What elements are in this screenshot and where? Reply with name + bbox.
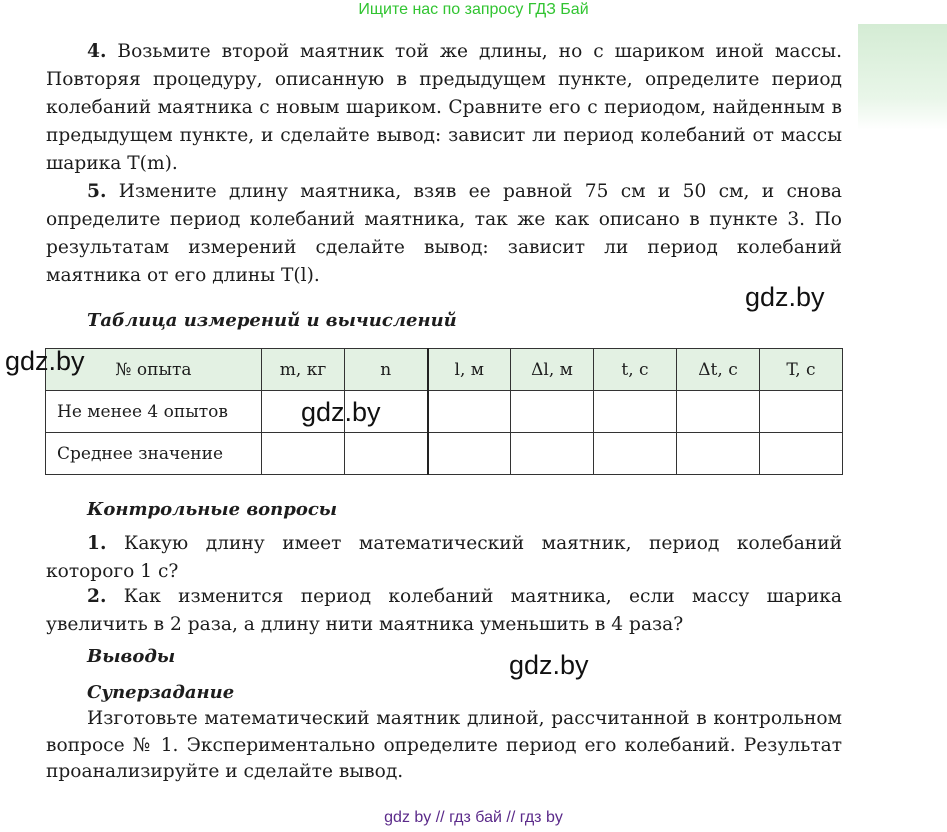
- super-task-text: Изготовьте математический маятник длиной, рассчитанной в контрольном вопросе № 1. Экспериментально определите период его колебаний. Результат проанализируйте и сделайте вывод.: [46, 708, 842, 782]
- table-cell: [262, 433, 345, 475]
- item-4-paragraph: [46, 38, 842, 178]
- item-5-paragraph: [46, 178, 842, 290]
- table-row: [46, 433, 843, 475]
- question-2-number: 2.: [87, 586, 107, 607]
- row-label: Среднее значение: [46, 433, 262, 475]
- table-cell: [760, 391, 843, 433]
- item-4-number: 4.: [87, 41, 107, 62]
- table-cell: [677, 391, 760, 433]
- table-cell: [677, 433, 760, 475]
- header-oscillation-count: n: [345, 349, 428, 391]
- table-cell: [594, 433, 677, 475]
- question-1-number: 1.: [87, 533, 107, 554]
- header-period: T, с: [760, 349, 843, 391]
- item-4-text: Возьмите второй маятник той же длины, но с шариком иной массы. Повторяя процедуру, описанную в предыдущем пункте, определите период колебаний маятника с новым шариком. Сравните его с периодом, найденным в предыдущем пункте, и сделайте вывод: зависит ли период колебаний от массы шарика T(m).: [46, 41, 842, 174]
- table-title: Таблица измерений и вычислений: [87, 310, 457, 331]
- table-cell: [511, 391, 594, 433]
- table-header-row: [46, 349, 843, 391]
- watermark-2: gdz.by: [5, 346, 85, 376]
- question-2-paragraph: [46, 583, 842, 639]
- green-side-tab: [858, 24, 947, 130]
- footer-links[interactable]: gdz by // гдз бай // гдз by: [384, 809, 563, 826]
- question-1-text: Какую длину имеет математический маятник, период колебаний которого 1 с?: [46, 533, 842, 582]
- header-mass: m, кг: [262, 349, 345, 391]
- header-time-error: Δt, с: [677, 349, 760, 391]
- measurement-table: [45, 348, 843, 475]
- watermark-3: gdz.by: [301, 397, 381, 427]
- table-cell: [594, 391, 677, 433]
- super-task-title: Суперзадание: [87, 682, 235, 703]
- table-cell: [345, 433, 428, 475]
- table-cell: [428, 391, 511, 433]
- row-label: Не менее 4 опытов: [46, 391, 262, 433]
- item-5-number: 5.: [87, 181, 107, 202]
- question-1-paragraph: [46, 530, 842, 586]
- watermark-4: gdz.by: [509, 650, 589, 680]
- header-experiment-no: № опыта: [46, 349, 262, 391]
- item-5-text: Измените длину маятника, взяв ее равной 75 см и 50 см, и снова определите период колебаний маятника, так же как описано в пункте 3. По результатам измерений сделайте вывод: зависит ли период колебаний маятника от его длины T(l).: [46, 181, 842, 286]
- top-banner-link[interactable]: Ищите нас по запросу ГДЗ Бай: [358, 1, 589, 18]
- table-row: [46, 391, 843, 433]
- header-length-error: Δl, м: [511, 349, 594, 391]
- header-length: l, м: [428, 349, 511, 391]
- watermark-1: gdz.by: [745, 282, 825, 312]
- table-cell: [428, 433, 511, 475]
- table-cell: [511, 433, 594, 475]
- header-time: t, с: [594, 349, 677, 391]
- control-questions-title: Контрольные вопросы: [87, 499, 338, 520]
- conclusions-title: Выводы: [87, 646, 176, 667]
- table-cell: [760, 433, 843, 475]
- question-2-text: Как изменится период колебаний маятника, если массу шарика увеличить в 2 раза, а длину нити маятника уменьшить в 4 раза?: [46, 586, 842, 635]
